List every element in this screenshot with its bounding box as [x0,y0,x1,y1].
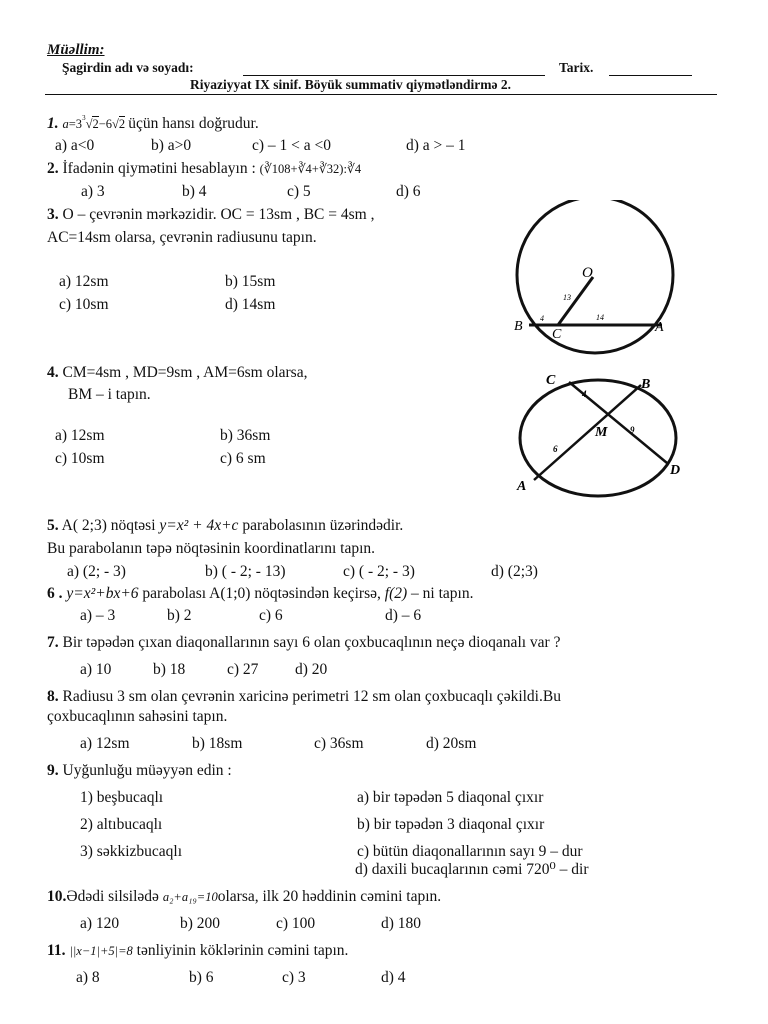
answer-option[interactable]: a) (2; - 3) [67,563,126,580]
point-b-label: B [641,377,651,392]
answer-option[interactable]: b) 200 [180,915,221,932]
student-name-blank[interactable] [243,75,545,76]
question-number: 7. [47,634,59,651]
question-number: 4. [47,364,59,381]
answer-option[interactable]: c) 36sm [314,735,364,752]
question-9: 9. Uyğunluğu müəyyən edin : [47,762,232,779]
point-c-label: C [552,327,562,342]
point-c-label: C [546,373,556,388]
match-right-item: d) daxili bucaqlarının cəmi 720⁰ – dir [355,861,589,878]
question-number: 8. [47,688,59,705]
answer-option[interactable]: a) a<0 [55,137,95,154]
answer-option[interactable]: b) 36sm [220,427,271,444]
question-8-line-2: çoxbucaqlının sahəsini tapın. [47,708,228,725]
answer-option[interactable]: d) 20 [295,661,328,678]
student-name-label: Şagirdin adı və soyadı: [62,60,194,75]
am-length-label: 6 [553,444,558,454]
question-4-line-1: 4. CM=4sm , MD=9sm , AM=6sm olarsa, [47,364,308,381]
cm-length-label: 4 [582,389,587,399]
answer-option[interactable]: d) 180 [381,915,422,932]
answer-option[interactable]: a) – 3 [80,607,116,624]
answer-option[interactable]: c) ( - 2; - 3) [343,563,415,580]
answer-option[interactable]: b) 18sm [192,735,243,752]
question-number: 9. [47,762,59,779]
circle-outline [517,200,673,353]
answer-option[interactable]: d) 4 [381,969,406,986]
question-4-line-2: BM – i tapın. [68,386,151,403]
answer-option[interactable]: c) 3 [282,969,306,986]
answer-option[interactable]: d) 20sm [426,735,477,752]
answer-option[interactable]: b) ( - 2; - 13) [205,563,286,580]
answer-option[interactable]: c) – 1 < a <0 [252,137,332,154]
match-left-item: 2) altıbucaqlı [80,816,163,833]
oc-length-label: 13 [563,293,571,302]
q2-text: İfadənin qiymətini hesablayın : [62,160,256,177]
chord-ab [534,385,641,480]
question-number: 6 . [47,585,63,602]
q6-equation: y=x²+bx+6 [66,585,139,602]
answer-option[interactable]: a) 8 [76,969,100,986]
answer-option[interactable]: a) 12sm [59,273,109,290]
answer-option[interactable]: c) 10sm [55,450,105,467]
date-label: Tarix. [559,60,594,75]
answer-option[interactable]: c) 6 [259,607,283,624]
match-right-item: c) bütün diaqonallarının sayı 9 – dur [357,843,583,860]
question-6: 6 . y=x²+bx+6 parabolası A(1;0) nöqtəsindən keçirsə, f(2) – ni tapın. [47,585,474,602]
answer-option[interactable]: b) 6 [189,969,214,986]
answer-option[interactable]: a) 12sm [55,427,105,444]
question-number: 5. [47,517,59,534]
q1-text: üçün hansı doğrudur. [128,115,259,132]
answer-option[interactable]: c) 100 [276,915,316,932]
question-8-line-1: 8. Radiusu 3 sm olan çevrənin xaricinə perimetri 12 sm olan çoxbucaqlı çəkildi.Bu [47,688,561,705]
q2-expression: (∛108+∛4+∛32):∛4 [259,162,362,176]
match-left-item: 3) səkkizbucaqlı [80,843,183,860]
question-11: 11. ||x−1|+5|=8 tənliyinin köklərinin cəmini tapın. [47,942,349,959]
answer-option[interactable]: d) a > – 1 [406,137,466,154]
answer-option[interactable]: c) 6 sm [220,450,266,467]
teacher-label: Müəllim: [47,42,105,58]
answer-option[interactable]: b) a>0 [151,137,192,154]
question-number: 2. [47,160,59,177]
question-7: 7. Bir təpədən çıxan diaqonallarının sayı 6 olan çoxbucaqlının neçə dioqanalı var ? [47,634,561,651]
answer-option[interactable]: b) 15sm [225,273,276,290]
question-5-line-2: Bu parabolanın təpə nöqtəsinin koordinatlarını tapın. [47,540,376,557]
answer-option[interactable]: a) 120 [80,915,120,932]
point-b-label: B [514,319,523,334]
question-number: 1. [47,115,59,132]
match-right-item: b) bir təpədən 3 diaqonal çıxır [357,816,545,833]
question-2 [47,160,361,178]
answer-option[interactable]: a) 3 [81,183,105,200]
point-d-label: D [670,463,681,478]
answer-option[interactable]: a) 10 [80,661,112,678]
match-left-item: 1) beşbucaqlı [80,789,164,806]
question-3-line-1: 3. O – çevrənin mərkəzidir. OC = 13sm , BC = 4sm , [47,206,375,223]
answer-option[interactable]: b) 4 [182,183,207,200]
answer-option[interactable]: c) 10sm [59,296,109,313]
answer-option[interactable]: d) 6 [396,183,421,200]
question-10: 10.Ədədi silsilədə a₂+a₁₉=10olarsa, ilk 20 həddinin cəmini tapın. [47,888,442,905]
answer-option[interactable]: b) 2 [167,607,192,624]
point-a-label: A [517,479,527,494]
question-5-line-1: 5. A( 2;3) nöqtəsi y=x² + 4x+c parabolasının üzərindədir. [47,517,404,534]
date-blank[interactable] [609,75,692,76]
q5-equation: y=x² + 4x+c [159,517,239,534]
answer-option[interactable]: d) – 6 [385,607,422,624]
answer-option[interactable]: c) 27 [227,661,259,678]
point-m-label: M [595,425,608,440]
q10-expression: a₂+a₁₉=10 [162,890,218,904]
question-number: 3. [47,206,59,223]
match-right-item: a) bir təpədən 5 diaqonal çıxır [357,789,544,806]
q1-expression: $a=3^3√2-6√2$ [62,114,126,131]
answer-option[interactable]: d) (2;3) [491,563,538,580]
exam-title: Riyaziyyat IX sinif. Böyük summativ qiymətləndirmə 2. [190,77,512,92]
point-o-label: O [582,265,593,281]
point-a-label: A [655,320,664,335]
question-number: 10. [47,888,67,905]
answer-option[interactable]: d) 14sm [225,296,276,313]
answer-option[interactable]: c) 5 [287,183,311,200]
md-length-label: 9 [630,425,635,435]
answer-option[interactable]: a) 12sm [80,735,130,752]
question-3-line-2: AC=14sm olarsa, çevrənin radiusunu tapın. [47,229,317,246]
q6-function: f(2) [384,585,408,602]
intersecting-chords-figure [510,368,690,498]
header-divider [45,94,717,95]
ca-length-label: 14 [596,313,604,322]
bc-length-label: 4 [540,314,544,323]
q11-equation: ||x−1|+5|=8 [69,944,133,958]
question-1 [47,115,259,133]
circle-chord-figure [505,200,685,360]
question-number: 11. [47,942,66,959]
answer-option[interactable]: b) 18 [153,661,186,678]
